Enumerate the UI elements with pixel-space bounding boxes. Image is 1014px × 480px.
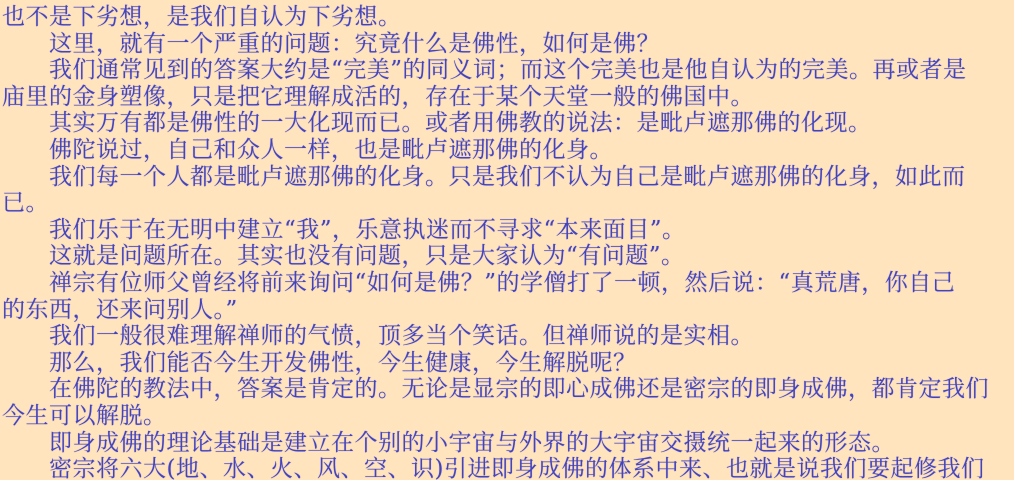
text-line: 这就是问题所在。其实也没有问题，只是大家认为“有问题”。: [2, 243, 685, 270]
text-line: 我们乐于在无明中建立“我”，乐意执迷而不寻求“本来面目”。: [2, 216, 686, 243]
text-line: 即身成佛的理论基础是建立在个别的小宇宙与外界的大宇宙交摄统一起来的形态。: [2, 429, 895, 456]
text-line: 今生可以解脱。: [2, 402, 167, 429]
text-line: 禅宗有位师父曾经将前来询问“如何是佛？”的学僧打了一顿，然后说：“真荒唐，你自己: [2, 269, 956, 296]
text-line: 那么，我们能否今生开发佛性，今生健康，今生解脱呢？: [2, 349, 637, 376]
text-line: 也不是下劣想，是我们自认为下劣想。: [2, 4, 402, 30]
text-line: 在佛陀的教法中，答案是肯定的。无论是显宗的即心成佛还是密宗的即身成佛，都肯定我们: [2, 376, 989, 403]
text-line: 佛陀说过，自己和众人一样，也是毗卢遮那佛的化身。: [2, 136, 613, 163]
text-line: 已。: [2, 190, 49, 217]
text-line: 其实万有都是佛性的一大化现而已。或者用佛教的说法：是毗卢遮那佛的化现。: [2, 110, 872, 137]
text-line: 这里，就有一个严重的问题：究竟什么是佛性，如何是佛？: [2, 30, 660, 57]
text-line: 密宗将六大(地、水、火、风、空、识)引进即身成佛的体系中来、也就是说我们要起修我们: [2, 456, 985, 480]
text-line: 我们一般很难理解禅师的气愤，顶多当个笑话。但禅师说的是实相。: [2, 323, 754, 350]
text-line: 庙里的金身塑像，只是把它理解成活的，存在于某个天堂一般的佛国中。: [2, 83, 754, 110]
text-line: 的东西，还来问别人。”: [2, 296, 238, 323]
text-line: 我们每一个人都是毗卢遮那佛的化身。只是我们不认为自己是毗卢遮那佛的化身，如此而: [2, 163, 966, 190]
text-line: 我们通常见到的答案大约是“完美”的同义词；而这个完美也是他自认为的完美。再或者是: [2, 57, 967, 84]
